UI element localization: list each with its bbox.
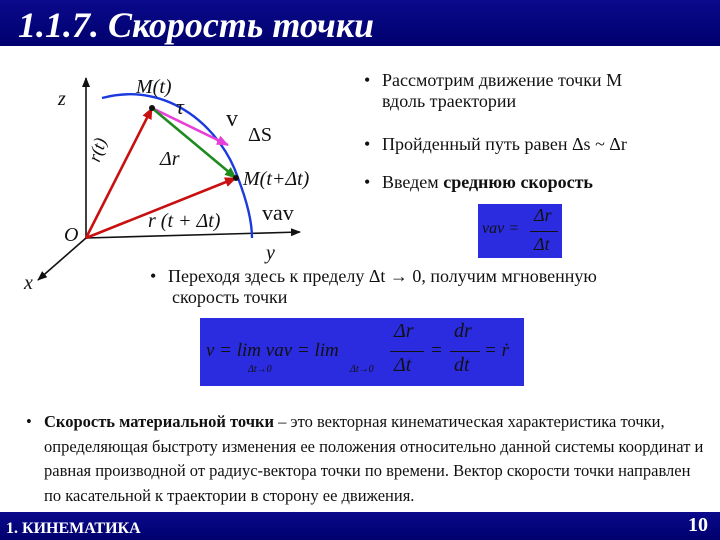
formula-inst-eq: = xyxy=(430,340,443,361)
axis-y-label: y xyxy=(266,242,275,264)
footer-bar xyxy=(0,512,720,540)
axis-x-line xyxy=(38,238,86,280)
formula-inst-bar-1 xyxy=(390,351,424,352)
formula-inst-bar-2 xyxy=(450,351,480,352)
footer-section: 1. КИНЕМАТИКА xyxy=(6,520,141,537)
bullet-limit: • Переходя здесь к пределу Δt → 0, получим мгновенную скорость точки xyxy=(150,266,597,307)
formula-inst-num-2: dr xyxy=(454,320,472,342)
formula-avg-bar xyxy=(530,231,558,232)
point-end-label: M(t+Δt) xyxy=(243,168,310,190)
point-end-dot xyxy=(233,175,239,181)
title-bar xyxy=(0,0,720,46)
formula-inst-sub-2: Δt→0 xyxy=(350,364,374,375)
definition-paragraph xyxy=(26,410,704,508)
axis-z-label: z xyxy=(58,88,66,110)
bullet-3-prefix: Введем xyxy=(382,172,444,192)
arc-label: ΔS xyxy=(248,124,272,146)
formula-inst-num-1: Δr xyxy=(394,320,414,342)
formula-avg-den: Δt xyxy=(534,234,550,254)
avg-velocity-formula-box xyxy=(478,204,562,258)
formula-inst-den-1: Δt xyxy=(394,354,412,376)
formula-inst-main: v = lim vav = lim xyxy=(206,340,339,361)
bullet-1-line-2: вдоль траектории xyxy=(382,91,517,111)
point-start-dot xyxy=(149,105,155,111)
bullet-consider-motion: • Рассмотрим движение точки M вдоль траектории xyxy=(364,70,623,111)
radius-end-label: r (t + Δt) xyxy=(148,210,221,232)
velocity-label: v xyxy=(226,106,238,132)
avg-velocity-label: vav xyxy=(262,200,294,225)
formula-avg-num: Δr xyxy=(534,205,552,225)
bullet-4-line-2: скорость точки xyxy=(172,287,288,307)
page-number: 10 xyxy=(688,514,708,536)
definition-bullet: • xyxy=(26,412,32,431)
slide-title: 1.1.7. Скорость точки xyxy=(18,5,375,45)
formula-avg-lhs: vav = xyxy=(482,220,519,237)
definition-rest: – это векторная кинематическая характеристика точки, определяющая быстроту изменения ее положения относительно данной системы координат и равная производной от радиус-вектора точки по времени. Вектор скорости точки направлен по касательной к траектории в сторону ее движения. xyxy=(44,412,704,505)
instant-velocity-formula-box xyxy=(200,318,524,386)
tangent-label: τ xyxy=(176,94,184,119)
bullet-average-speed: • Введем среднюю скорость xyxy=(364,172,593,192)
formula-inst-end: = ṙ xyxy=(484,340,509,361)
bullet-4-line-1: Переходя здесь к пределу Δt → 0, получим мгновенную xyxy=(168,266,597,286)
radius-vector-start xyxy=(86,108,152,238)
bullet-2-text: Пройденный путь равен Δs ~ Δr xyxy=(382,134,627,154)
definition-bold: Скорость материальной точки xyxy=(44,412,275,431)
axis-x-label: x xyxy=(24,272,33,294)
origin-label: O xyxy=(64,224,79,246)
radius-start-label: r(t) xyxy=(84,135,111,165)
bullet-path-length: • Пройденный путь равен Δs ~ Δr xyxy=(364,134,627,154)
bullet-1-line-1: Рассмотрим движение точки M xyxy=(382,70,623,90)
displacement-label: Δr xyxy=(160,148,180,170)
bullet-3-bold: среднюю скорость xyxy=(443,172,593,192)
formula-inst-den-2: dt xyxy=(454,354,470,376)
formula-inst-sub-1: Δt→0 xyxy=(248,364,272,375)
point-start-label: M(t) xyxy=(136,76,172,98)
